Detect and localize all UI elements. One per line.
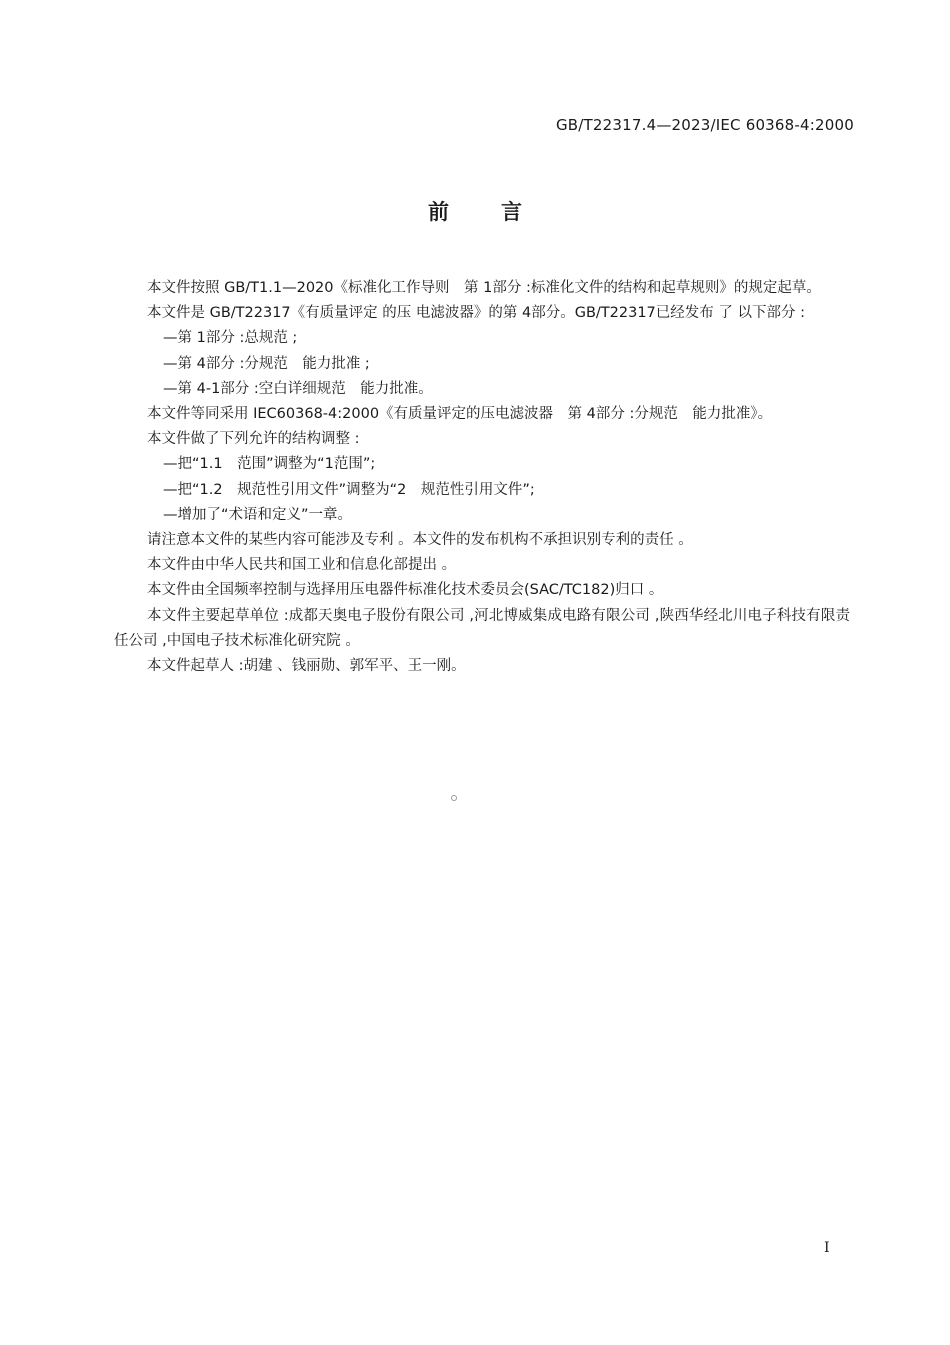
paragraph-patent-notice: 请注意本文件的某些内容可能涉及专利 。本文件的发布机构不承担识别专利的责任 。	[147, 532, 693, 549]
page-title: 前言	[428, 200, 574, 224]
standard-code-header: GB/T22317.4—2023/IEC 60368-4:2000	[555, 116, 854, 134]
list-item-part-1: —第 1部分 :总规范 ;	[163, 330, 298, 347]
list-item-change-scope: —把“1.1 范围”调整为“1范围”;	[163, 456, 376, 473]
paragraph-iec-adoption: 本文件等同采用 IEC60368-4:2000《有质量评定的压电滤波器 第 4部分 :分规范 能力批准》。	[147, 406, 773, 423]
paragraph-drafters: 本文件起草人 :胡建 、钱丽勋、郭军平、王一刚。	[147, 658, 466, 675]
paragraph-drafting-rules: 本文件按照 GB/T1.1—2020《标准化工作导则 第 1部分 :标准化文件的结构和起草规则》的规定起草。	[147, 280, 821, 296]
paragraph-parts-intro: 本文件是 GB/T22317《有质量评定 的压 电滤波器》的第 4部分。GB/T22317已经发布 了 以下部分 :	[147, 305, 805, 322]
paragraph-drafting-units: 本文件主要起草单位 :成都天奥电子股份有限公司 ,河北博威集成电路有限公司 ,陕西华经北川电子科技有限责任公司 ,中国电子技术标准化研究院 。	[114, 607, 850, 649]
paragraph-structural-changes: 本文件做了下列允许的结构调整 :	[147, 431, 360, 448]
list-item-part-4-1: —第 4-1部分 :空白详细规范 能力批准。	[163, 380, 433, 397]
list-item-change-terms: —增加了“术语和定义”一章。	[163, 506, 353, 523]
small-circle-mark	[451, 795, 457, 801]
page-number: I	[824, 1240, 830, 1256]
paragraph-committee: 本文件由全国频率控制与选择用压电器件标准化技术委员会(SAC/TC182)归口 。	[147, 582, 664, 599]
list-item-change-references: —把“1.2 规范性引用文件”调整为“2 规范性引用文件”;	[163, 481, 535, 498]
paragraph-proposer: 本文件由中华人民共和国工业和信息化部提出 。	[147, 557, 457, 574]
foreword-body	[114, 276, 850, 679]
list-item-part-4: —第 4部分 :分规范 能力批准 ;	[163, 355, 370, 372]
